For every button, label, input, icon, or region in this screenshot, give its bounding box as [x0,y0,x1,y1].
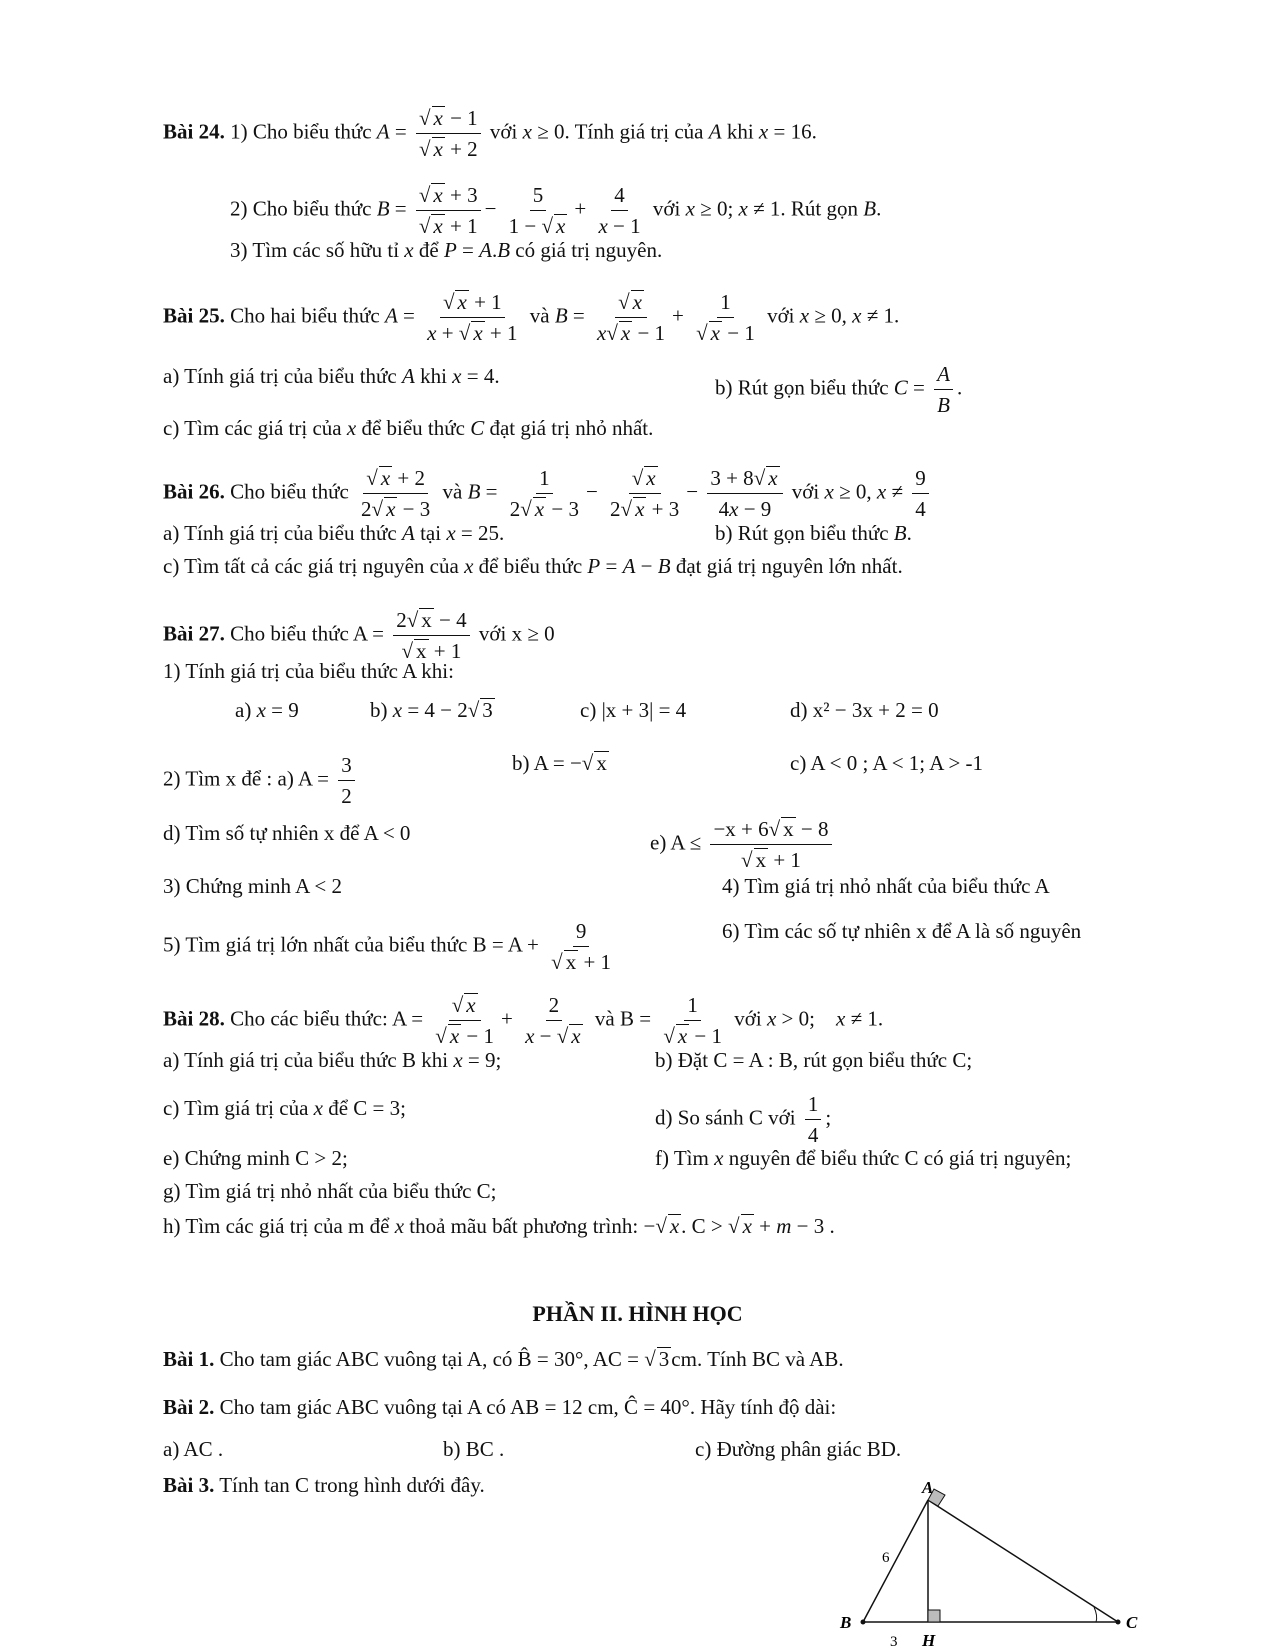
bai28-line1: Bài 28. Cho các biểu thức: A = $\frac{√ x}{√ x - 1}$ + $\frac{2}{x - √ x}$ và B = $\frac{1}{√ x - 1}$ với x > 0; x ≠ 1. [163,990,883,1051]
side-ab [863,1500,928,1622]
bai24-line2: 2) Cho biểu thức B = $\frac{√ x + 3}{√ x + 1}$ − $\frac{5}{1 - √ x}$ + $\frac{4}{x - 1}$ với x ≥ 0; x ≠ 1. Rút gọn B. [230,180,881,241]
fraction: $\frac{√ x + 3}{√ x + 1}$ [416,180,481,241]
fraction: $\frac{1}{4}$ [805,1089,822,1150]
label-b: B [840,1613,852,1632]
bai27-3: 3) Chứng minh A < 2 [163,874,342,898]
fraction: $\frac{5}{1 - √ x}$ [506,180,571,241]
label-seg-3: 3 [890,1634,898,1650]
bai28-b: b) Đặt C = A : B, rút gọn biểu thức C; [655,1048,973,1072]
bai27-2: 2) Tìm x để : a) A = $\frac{3}{2}$ [163,750,359,811]
bai27-1a: a) x = 9 [235,698,299,722]
fraction: $\frac{9}{√ x + 1}$ [548,916,614,977]
bai28-f: f) Tìm x nguyên để biểu thức C có giá trị nguyên; [655,1146,1072,1170]
bai27-5: 5) Tìm giá trị lớn nhất của biểu thức B = A + $\frac{9}{√ x + 1}$ [163,916,618,977]
geo-bai1: Bài 1. Cho tam giác ABC vuông tại A, có B̂ = 30°, AC = √ 3cm. Tính BC và AB. [163,1347,844,1371]
bai-label: Bài 24. [163,119,225,144]
bai27-2b: b) A = −√ x [512,751,607,775]
bai25-a: a) Tính giá trị của biểu thức A khi x = 4. [163,364,500,388]
bai27-2e: e) A ≤ $\frac{-x + 6√ x - 8}{√ x + 1}$ [650,814,836,875]
fraction: $\frac{3 + 8√ x}{4x - 9}$ [707,463,782,524]
bai-label: Bài 2. [163,1395,215,1419]
bai28-h: h) Tìm các giá trị của m để x thoả mãu bất phương trình: −√ x. C > √ x + m − 3 . [163,1214,835,1238]
label-c: C [1126,1613,1138,1632]
point-b [861,1620,866,1625]
triangle-figure [830,1480,1150,1650]
geo-bai3: Bài 3. Tính tan C trong hình dưới đây. [163,1473,485,1497]
bai28-e: e) Chứng minh C > 2; [163,1146,348,1170]
bai25-line1: Bài 25. Cho hai biểu thức A = $\frac{√ x + 1}{x + √ x + 1}$ và B = $\frac{√ x}{x√ x - 1}$ + $\frac{1}{√ x - 1}$ với x ≥ 0, x ≠ 1. [163,287,899,348]
bai-label: Bài 27. [163,621,225,646]
fraction: $\frac{4}{x - 1}$ [595,180,643,241]
fraction: $\frac{√ x}{x√ x - 1}$ [594,287,668,348]
fraction: $\frac{A}{B}$ [934,359,953,420]
bai28-g: g) Tìm giá trị nhỏ nhất của biểu thức C; [163,1179,497,1203]
bai24-line1: Bài 24. 1) Cho biểu thức A = $\frac{√ x - 1}{√ x + 2}$ với x ≥ 0. Tính giá trị của A khi x = 16. [163,103,817,164]
label-a: A [922,1480,934,1497]
side-ac [928,1500,1118,1622]
bai26-c: c) Tìm tất cả các giá trị nguyên của x để biểu thức P = A − B đạt giá trị nguyên lớn nhất. [163,554,903,578]
geo-bai2-c: c) Đường phân giác BD. [695,1437,902,1461]
bai24-line3: 3) Tìm các số hữu tỉ x để P = A.B có giá trị nguyên. [230,238,663,262]
label-h: H [922,1631,936,1650]
bai-label: Bài 28. [163,1006,225,1031]
fraction: $\frac{1}{√ x - 1}$ [693,287,758,348]
angle-arc-c [1094,1607,1097,1622]
fraction: $\frac{√ x + 2}{2√ x - 3}$ [358,463,433,524]
fraction: $\frac{1}{2√ x - 3}$ [507,463,582,524]
fraction: $\frac{2}{x - √ x}$ [522,990,586,1051]
bai27-4: 4) Tìm giá trị nhỏ nhất của biểu thức A [722,874,1050,898]
point-c [1116,1620,1121,1625]
fraction: $\frac{√ x + 1}{x + √ x + 1}$ [424,287,520,348]
bai27-1: 1) Tính giá trị của biểu thức A khi: [163,659,454,683]
label-side-6: 6 [882,1550,890,1566]
fraction: $\frac{√ x}{2√ x + 3}$ [607,463,682,524]
bai25-b: b) Rút gọn biểu thức C = $\frac{A}{B}$ . [715,359,962,420]
bai25-c: c) Tìm các giá trị của x để biểu thức C đạt giá trị nhỏ nhất. [163,416,654,440]
bai27-2d: d) Tìm số tự nhiên x để A < 0 [163,821,411,845]
bai26-a: a) Tính giá trị của biểu thức A tại x = 25. [163,521,505,545]
right-angle-mark-h [928,1610,940,1622]
bai-label: Bài 3. [163,1473,215,1497]
fraction: $\frac{-x + 6√ x - 8}{√ x + 1}$ [710,814,831,875]
bai-label: Bài 25. [163,303,225,328]
bai27-line1: Bài 27. Cho biểu thức A = $\frac{2√ x - 4}{√ x + 1}$ với x ≥ 0 [163,605,555,666]
bai28-a: a) Tính giá trị của biểu thức B khi x = 9; [163,1048,502,1072]
bai27-1b: b) x = 4 − 2√ 3 [370,698,493,722]
fraction: $\frac{√ x}{√ x - 1}$ [432,990,497,1051]
fraction: $\frac{2√ x - 4}{√ x + 1}$ [393,605,469,666]
bai-label: Bài 1. [163,1347,215,1371]
bai28-c: c) Tìm giá trị của x để C = 3; [163,1096,406,1120]
section-heading: PHẦN II. HÌNH HỌC [532,1301,743,1326]
bai26-b: b) Rút gọn biểu thức B. [715,521,912,545]
bai-label: Bài 26. [163,479,225,504]
bai27-1d: d) x² − 3x + 2 = 0 [790,698,939,722]
bai26-line1: Bài 26. Cho biểu thức $\frac{√ x + 2}{2√ x - 3}$ và B = $\frac{1}{2√ x - 3}$ − $\frac{√ x}{2√ x + 3}$ − $\frac{3 + 8√ x}{4x - 9}$ với x ≥ 0, x ≠ $\frac{9}{4}$ [163,463,933,524]
bai28-d: d) So sánh C với $\frac{1}{4}$ ; [655,1089,831,1150]
fraction: $\frac{√ x - 1}{√ x + 2}$ [416,103,481,164]
fraction: $\frac{9}{4}$ [912,463,929,524]
geo-bai2-a: a) AC . [163,1437,224,1461]
fraction: $\frac{1}{√ x - 1}$ [660,990,725,1051]
geo-bai2-b: b) BC . [443,1437,505,1461]
bai27-6: 6) Tìm các số tự nhiên x để A là số nguyên [722,919,1082,943]
geo-bai2: Bài 2. Cho tam giác ABC vuông tại A có AB = 12 cm, Ĉ = 40°. Hãy tính độ dài: [163,1395,837,1419]
bai27-1c: c) |x + 3| = 4 [580,698,687,722]
fraction: $\frac{3}{2}$ [338,750,355,811]
bai27-2c: c) A < 0 ; A < 1; A > -1 [790,751,984,775]
